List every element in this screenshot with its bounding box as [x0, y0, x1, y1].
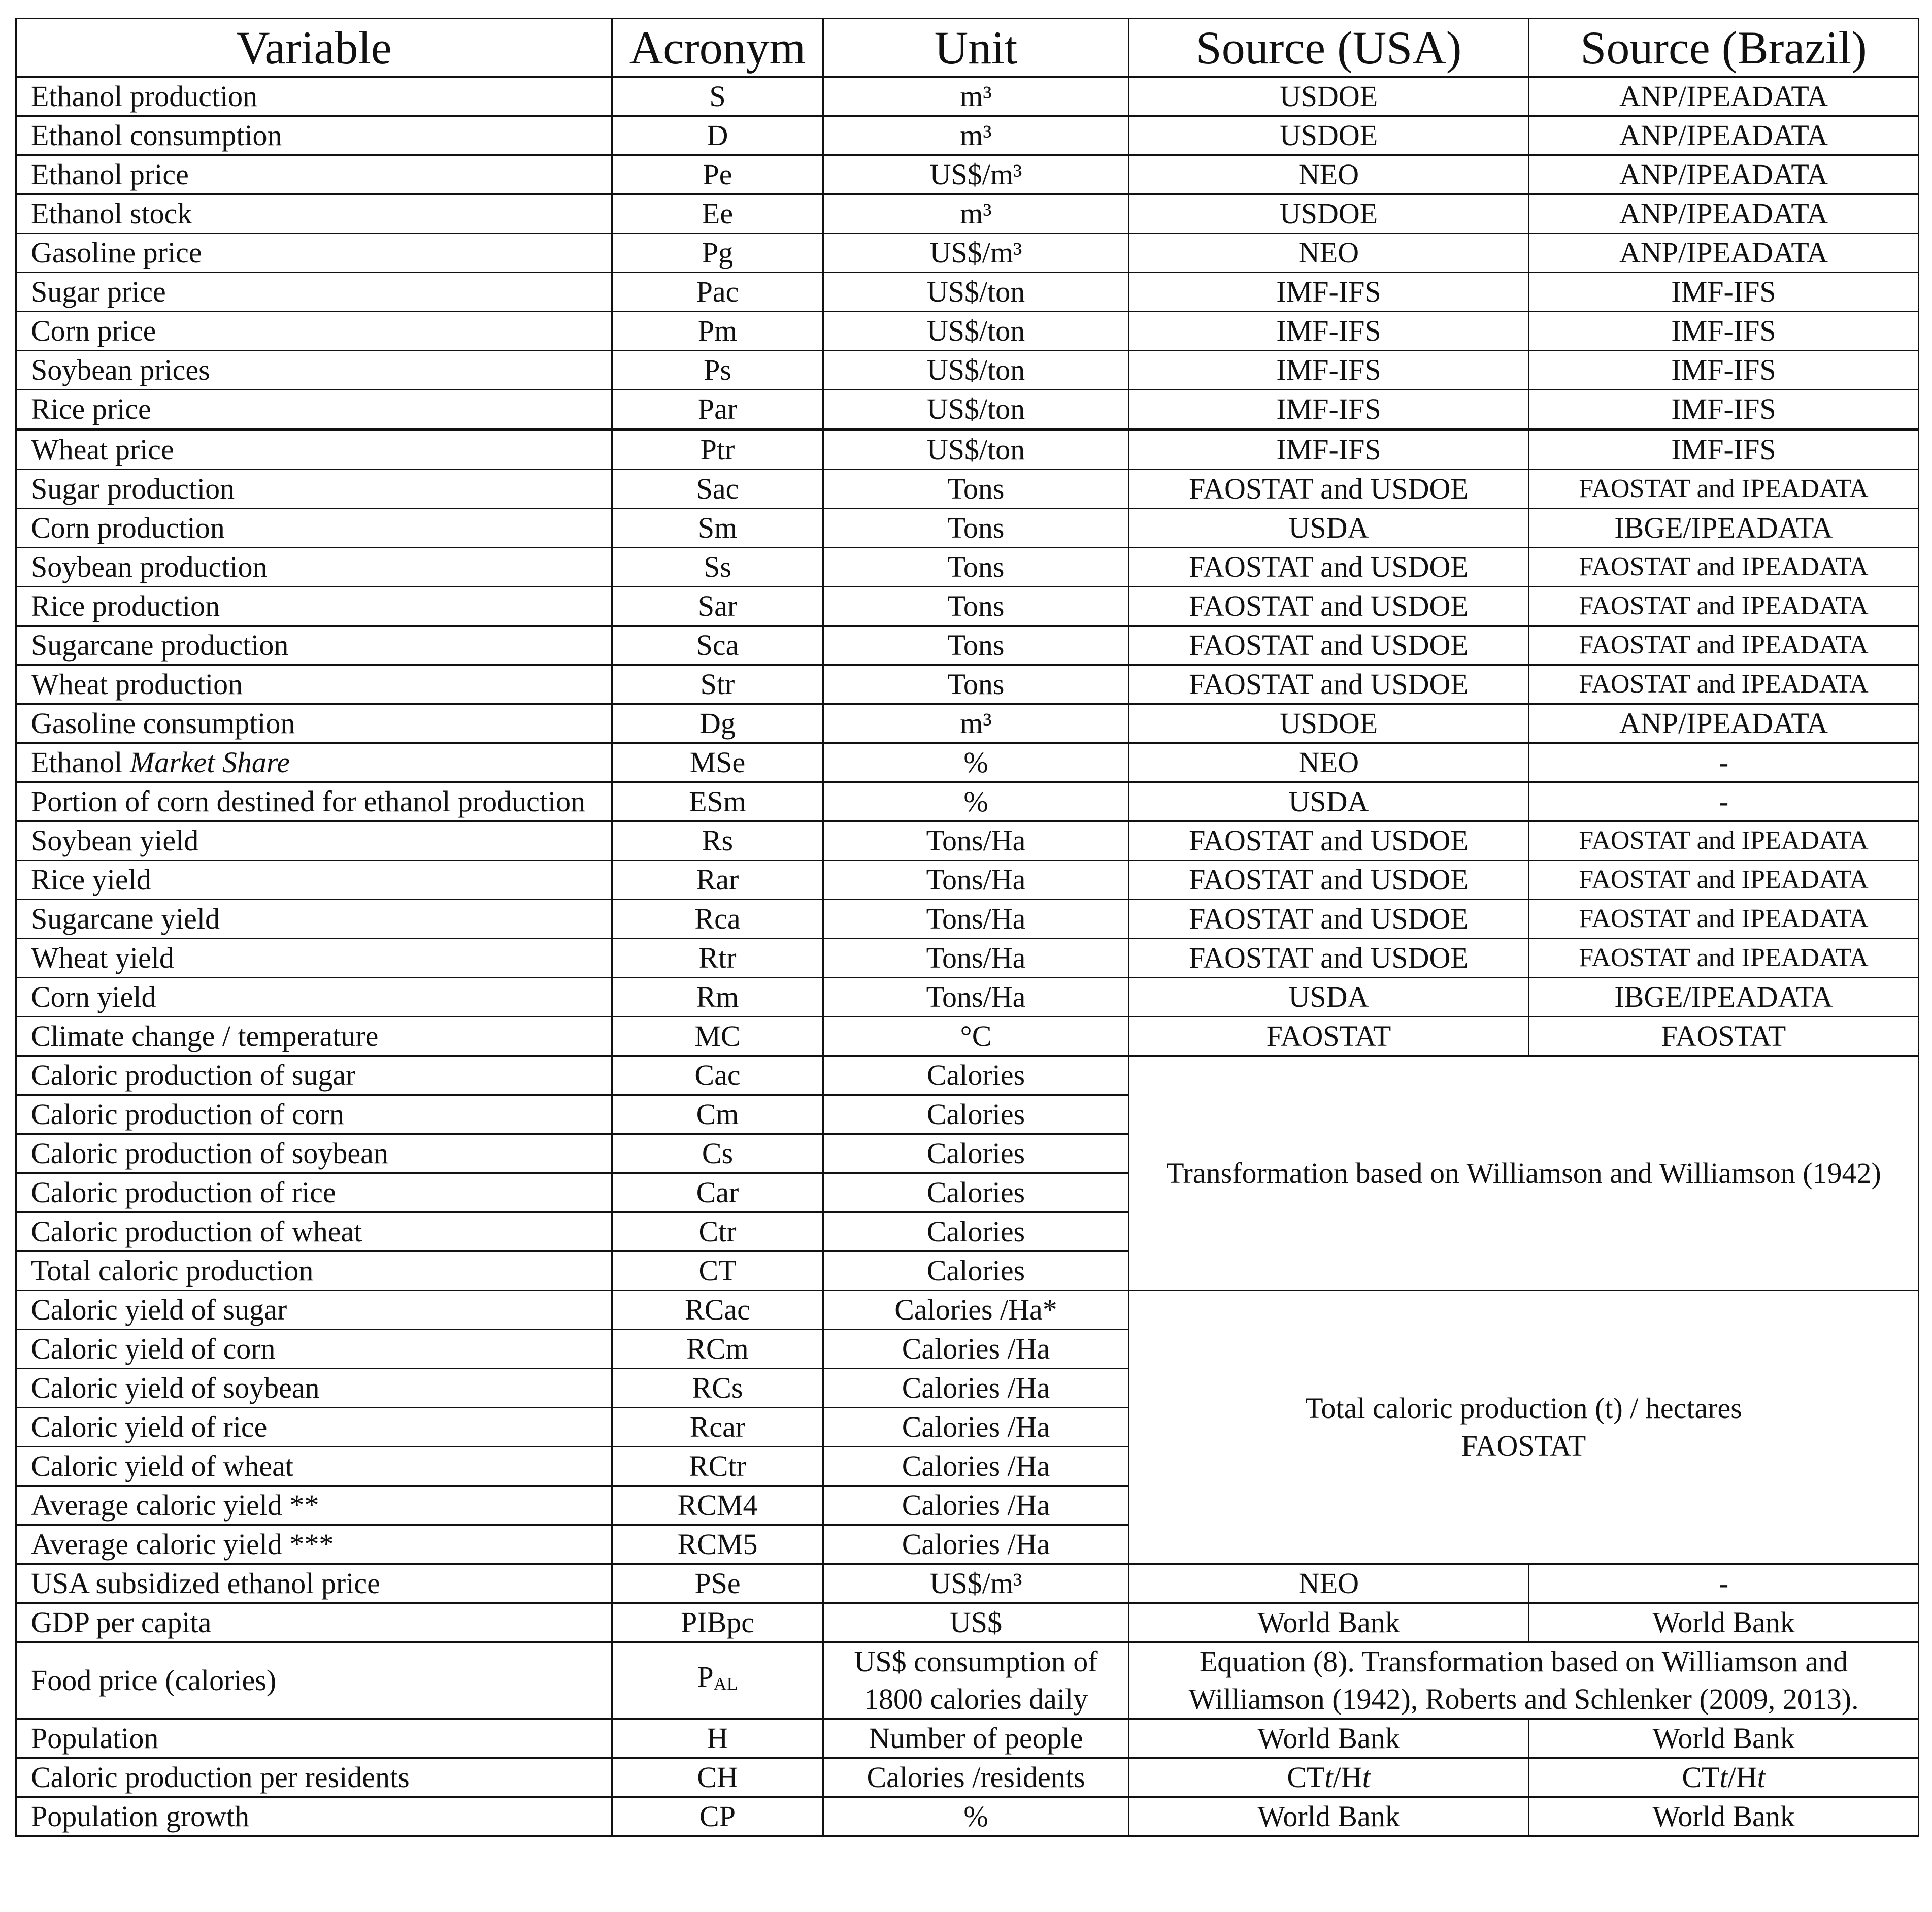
- variable-cell: Rice production: [16, 587, 612, 626]
- source-usa-cell: IMF-IFS: [1129, 390, 1529, 430]
- acronym-cell: Sm: [612, 509, 823, 548]
- variables-table: [15, 18, 1919, 1837]
- table-row: [16, 1056, 1919, 1095]
- unit-cell: US$/m³: [823, 155, 1129, 194]
- unit-cell: Tons: [823, 470, 1129, 509]
- variable-cell: Caloric yield of corn: [16, 1330, 612, 1369]
- unit-cell: %: [823, 743, 1129, 782]
- unit-cell: Tons: [823, 509, 1129, 548]
- header-source-usa: Source (USA): [1129, 19, 1529, 77]
- acronym-cell: Ee: [612, 194, 823, 234]
- source-usa-cell: IMF-IFS: [1129, 273, 1529, 312]
- table-row: [16, 116, 1919, 155]
- source-usa-cell: USDOE: [1129, 704, 1529, 743]
- acronym-subscript: AL: [713, 1673, 738, 1694]
- variable-cell: Total caloric production: [16, 1251, 612, 1291]
- unit-cell: US$/ton: [823, 351, 1129, 390]
- unit-cell: Calories /Ha: [823, 1330, 1129, 1369]
- formula-part: /H: [1333, 1761, 1362, 1794]
- variable-cell: Caloric yield of wheat: [16, 1447, 612, 1486]
- acronym-cell: Par: [612, 390, 823, 430]
- unit-cell: Calories /Ha: [823, 1408, 1129, 1447]
- source-brazil-cell: FAOSTAT and IPEADATA: [1529, 548, 1919, 587]
- acronym-cell: Sac: [612, 470, 823, 509]
- header-source-brazil: Source (Brazil): [1529, 19, 1919, 77]
- source-usa-cell: [1129, 1758, 1529, 1797]
- variable-cell: Wheat yield: [16, 939, 612, 978]
- table-row: [16, 665, 1919, 704]
- unit-cell: US$/ton: [823, 430, 1129, 470]
- acronym-cell: ESm: [612, 782, 823, 821]
- source-brazil-cell: ANP/IPEADATA: [1529, 234, 1919, 273]
- table-row: [16, 861, 1919, 900]
- acronym-cell: Cac: [612, 1056, 823, 1095]
- variable-cell: Ethanol production: [16, 77, 612, 116]
- unit-cell: US$/ton: [823, 312, 1129, 351]
- unit-cell: Calories /Ha: [823, 1525, 1129, 1564]
- acronym-cell: H: [612, 1719, 823, 1758]
- table-row: [16, 1758, 1919, 1797]
- source-brazil-cell: -: [1529, 743, 1919, 782]
- variable-cell: Corn production: [16, 509, 612, 548]
- variable-prefix: Ethanol: [31, 746, 130, 779]
- acronym-cell: Rtr: [612, 939, 823, 978]
- source-brazil-cell: FAOSTAT and IPEADATA: [1529, 470, 1919, 509]
- table-row: [16, 978, 1919, 1017]
- table-row: [16, 1017, 1919, 1056]
- variable-cell: Ethanol price: [16, 155, 612, 194]
- unit-cell: Calories: [823, 1095, 1129, 1134]
- source-brazil-cell: FAOSTAT and IPEADATA: [1529, 861, 1919, 900]
- table-row: [16, 234, 1919, 273]
- unit-cell: Tons: [823, 665, 1129, 704]
- acronym-cell: PIBpc: [612, 1603, 823, 1642]
- source-brazil-cell: FAOSTAT and IPEADATA: [1529, 939, 1919, 978]
- food-price-source-cell: Equation (8). Transformation based on Williamson and Williamson (1942), Roberts and Schlenker (2009, 2013).: [1129, 1642, 1919, 1719]
- variable-cell: Caloric yield of soybean: [16, 1369, 612, 1408]
- source-usa-cell: USDOE: [1129, 116, 1529, 155]
- unit-cell: Calories /Ha: [823, 1369, 1129, 1408]
- acronym-cell: Rs: [612, 821, 823, 861]
- formula-part: /H: [1727, 1761, 1757, 1794]
- variable-cell: Caloric production per residents: [16, 1758, 612, 1797]
- unit-cell: Calories: [823, 1056, 1129, 1095]
- unit-cell: US$/ton: [823, 273, 1129, 312]
- acronym-cell: Str: [612, 665, 823, 704]
- header-variable: Variable: [16, 19, 612, 77]
- variable-cell: Caloric production of corn: [16, 1095, 612, 1134]
- caloric-yield-source-line1: Total caloric production (t) / hectares: [1305, 1392, 1742, 1425]
- acronym-cell: Rcar: [612, 1408, 823, 1447]
- caloric-yield-source-line2: FAOSTAT: [1461, 1429, 1586, 1462]
- variable-cell: Sugarcane production: [16, 626, 612, 665]
- source-usa-cell: FAOSTAT and USDOE: [1129, 665, 1529, 704]
- header-unit: Unit: [823, 19, 1129, 77]
- source-brazil-cell: FAOSTAT and IPEADATA: [1529, 587, 1919, 626]
- source-usa-cell: IMF-IFS: [1129, 430, 1529, 470]
- unit-cell: Tons/Ha: [823, 978, 1129, 1017]
- variable-cell: Climate change / temperature: [16, 1017, 612, 1056]
- source-brazil-cell: ANP/IPEADATA: [1529, 155, 1919, 194]
- table-row: [16, 77, 1919, 116]
- unit-cell: Tons/Ha: [823, 939, 1129, 978]
- acronym-cell: Ptr: [612, 430, 823, 470]
- unit-cell: %: [823, 1797, 1129, 1836]
- table-row: [16, 194, 1919, 234]
- formula-part-italic: t: [1757, 1761, 1766, 1794]
- acronym-cell: Cs: [612, 1134, 823, 1173]
- source-brazil-cell: IBGE/IPEADATA: [1529, 509, 1919, 548]
- source-brazil-cell: FAOSTAT and IPEADATA: [1529, 821, 1919, 861]
- source-usa-cell: FAOSTAT: [1129, 1017, 1529, 1056]
- variable-cell: Rice price: [16, 390, 612, 430]
- unit-cell: Tons: [823, 587, 1129, 626]
- variable-cell: Caloric yield of rice: [16, 1408, 612, 1447]
- source-brazil-cell: FAOSTAT and IPEADATA: [1529, 665, 1919, 704]
- unit-cell: Number of people: [823, 1719, 1129, 1758]
- source-usa-cell: NEO: [1129, 234, 1529, 273]
- unit-cell: °C: [823, 1017, 1129, 1056]
- acronym-cell: Pac: [612, 273, 823, 312]
- source-usa-cell: FAOSTAT and USDOE: [1129, 470, 1529, 509]
- source-brazil-cell: IMF-IFS: [1529, 273, 1919, 312]
- caloric-production-source-cell: Transformation based on Williamson and Williamson (1942): [1129, 1056, 1919, 1291]
- source-brazil-cell: FAOSTAT: [1529, 1017, 1919, 1056]
- unit-cell: Calories /Ha*: [823, 1291, 1129, 1330]
- acronym-cell: [612, 1642, 823, 1719]
- source-usa-cell: FAOSTAT and USDOE: [1129, 587, 1529, 626]
- acronym-cell: MC: [612, 1017, 823, 1056]
- unit-cell: m³: [823, 77, 1129, 116]
- source-brazil-cell: World Bank: [1529, 1797, 1919, 1836]
- table-row: [16, 390, 1919, 430]
- variable-emphasis: Market Share: [129, 746, 290, 779]
- unit-cell: m³: [823, 704, 1129, 743]
- variable-cell: Average caloric yield **: [16, 1486, 612, 1525]
- acronym-cell: RCac: [612, 1291, 823, 1330]
- caloric-yield-source-cell: [1129, 1291, 1919, 1564]
- unit-cell: %: [823, 782, 1129, 821]
- formula-part-italic: t: [1719, 1761, 1728, 1794]
- acronym-cell: CP: [612, 1797, 823, 1836]
- table-row: [16, 704, 1919, 743]
- source-usa-cell: FAOSTAT and USDOE: [1129, 939, 1529, 978]
- formula-part-italic: t: [1362, 1761, 1371, 1794]
- source-usa-cell: FAOSTAT and USDOE: [1129, 821, 1529, 861]
- source-usa-cell: FAOSTAT and USDOE: [1129, 626, 1529, 665]
- variable-cell: Population: [16, 1719, 612, 1758]
- source-brazil-cell: -: [1529, 782, 1919, 821]
- variable-cell: Sugarcane yield: [16, 900, 612, 939]
- table-row: [16, 548, 1919, 587]
- source-brazil-cell: IBGE/IPEADATA: [1529, 978, 1919, 1017]
- source-brazil-cell: -: [1529, 1564, 1919, 1603]
- variable-cell: Average caloric yield ***: [16, 1525, 612, 1564]
- unit-cell: m³: [823, 194, 1129, 234]
- source-usa-cell: FAOSTAT and USDOE: [1129, 900, 1529, 939]
- source-usa-cell: NEO: [1129, 743, 1529, 782]
- source-brazil-cell: World Bank: [1529, 1603, 1919, 1642]
- acronym-base: P: [697, 1660, 714, 1694]
- acronym-cell: D: [612, 116, 823, 155]
- acronym-cell: RCm: [612, 1330, 823, 1369]
- source-brazil-cell: FAOSTAT and IPEADATA: [1529, 900, 1919, 939]
- variable-cell: Wheat price: [16, 430, 612, 470]
- source-usa-cell: USDA: [1129, 978, 1529, 1017]
- acronym-cell: CT: [612, 1251, 823, 1291]
- acronym-cell: Ss: [612, 548, 823, 587]
- acronym-cell: Sar: [612, 587, 823, 626]
- source-usa-cell: FAOSTAT and USDOE: [1129, 548, 1529, 587]
- source-usa-cell: NEO: [1129, 155, 1529, 194]
- source-brazil-cell: IMF-IFS: [1529, 312, 1919, 351]
- variable-cell: Soybean yield: [16, 821, 612, 861]
- formula-part-italic: t: [1324, 1761, 1333, 1794]
- table-row: [16, 1603, 1919, 1642]
- table-row: [16, 743, 1919, 782]
- variable-cell: Soybean prices: [16, 351, 612, 390]
- source-usa-cell: NEO: [1129, 1564, 1529, 1603]
- source-brazil-cell: ANP/IPEADATA: [1529, 77, 1919, 116]
- unit-cell: Tons/Ha: [823, 821, 1129, 861]
- table-row: [16, 1719, 1919, 1758]
- acronym-cell: Pm: [612, 312, 823, 351]
- variable-cell: Food price (calories): [16, 1642, 612, 1719]
- acronym-cell: PSe: [612, 1564, 823, 1603]
- table-row: [16, 509, 1919, 548]
- variable-cell: GDP per capita: [16, 1603, 612, 1642]
- acronym-cell: MSe: [612, 743, 823, 782]
- source-brazil-cell: [1529, 1758, 1919, 1797]
- variable-cell: Wheat production: [16, 665, 612, 704]
- source-brazil-cell: IMF-IFS: [1529, 351, 1919, 390]
- table-row: [16, 821, 1919, 861]
- formula-part: CT: [1287, 1761, 1325, 1794]
- variable-cell: [16, 743, 612, 782]
- source-usa-cell: World Bank: [1129, 1797, 1529, 1836]
- unit-cell: Calories /Ha: [823, 1447, 1129, 1486]
- variable-cell: Gasoline price: [16, 234, 612, 273]
- acronym-cell: Rar: [612, 861, 823, 900]
- table-row: [16, 1642, 1919, 1719]
- variable-cell: Sugar production: [16, 470, 612, 509]
- header-row: [16, 19, 1919, 77]
- table-row: [16, 939, 1919, 978]
- source-usa-cell: USDA: [1129, 509, 1529, 548]
- variable-cell: Caloric yield of sugar: [16, 1291, 612, 1330]
- table-row: [16, 587, 1919, 626]
- acronym-cell: Ps: [612, 351, 823, 390]
- source-usa-cell: World Bank: [1129, 1719, 1529, 1758]
- variable-cell: Portion of corn destined for ethanol production: [16, 782, 612, 821]
- source-usa-cell: USDA: [1129, 782, 1529, 821]
- table-row: [16, 273, 1919, 312]
- variable-cell: Caloric production of wheat: [16, 1212, 612, 1251]
- acronym-cell: Dg: [612, 704, 823, 743]
- formula-part: CT: [1682, 1761, 1720, 1794]
- unit-cell: US$/ton: [823, 390, 1129, 430]
- unit-cell: US$: [823, 1603, 1129, 1642]
- unit-cell: Calories /Ha: [823, 1486, 1129, 1525]
- variable-cell: Soybean production: [16, 548, 612, 587]
- header-acronym: Acronym: [612, 19, 823, 77]
- variable-cell: Ethanol consumption: [16, 116, 612, 155]
- variable-cell: Ethanol stock: [16, 194, 612, 234]
- unit-cell: Calories: [823, 1173, 1129, 1212]
- unit-cell: US$ consumption of 1800 calories daily: [823, 1642, 1129, 1719]
- acronym-cell: Sca: [612, 626, 823, 665]
- unit-cell: Tons: [823, 626, 1129, 665]
- source-brazil-cell: FAOSTAT and IPEADATA: [1529, 626, 1919, 665]
- source-usa-cell: World Bank: [1129, 1603, 1529, 1642]
- acronym-cell: RCtr: [612, 1447, 823, 1486]
- table-row: [16, 470, 1919, 509]
- variable-cell: Population growth: [16, 1797, 612, 1836]
- variable-cell: USA subsidized ethanol price: [16, 1564, 612, 1603]
- source-usa-cell: FAOSTAT and USDOE: [1129, 861, 1529, 900]
- unit-cell: Calories /residents: [823, 1758, 1129, 1797]
- unit-cell: US$/m³: [823, 234, 1129, 273]
- variable-cell: Rice yield: [16, 861, 612, 900]
- table-row: [16, 1291, 1919, 1330]
- variable-cell: Caloric production of rice: [16, 1173, 612, 1212]
- table-row: [16, 155, 1919, 194]
- acronym-cell: Pe: [612, 155, 823, 194]
- acronym-cell: Ctr: [612, 1212, 823, 1251]
- source-brazil-cell: ANP/IPEADATA: [1529, 116, 1919, 155]
- table-row: [16, 1797, 1919, 1836]
- unit-cell: US$/m³: [823, 1564, 1129, 1603]
- unit-cell: Tons: [823, 548, 1129, 587]
- unit-cell: Tons/Ha: [823, 900, 1129, 939]
- variable-cell: Corn price: [16, 312, 612, 351]
- source-usa-cell: USDOE: [1129, 194, 1529, 234]
- acronym-cell: S: [612, 77, 823, 116]
- table-row: [16, 430, 1919, 470]
- variable-cell: Caloric production of soybean: [16, 1134, 612, 1173]
- unit-cell: Calories: [823, 1251, 1129, 1291]
- variable-cell: Gasoline consumption: [16, 704, 612, 743]
- source-brazil-cell: IMF-IFS: [1529, 390, 1919, 430]
- acronym-cell: Cm: [612, 1095, 823, 1134]
- source-usa-cell: IMF-IFS: [1129, 312, 1529, 351]
- source-brazil-cell: ANP/IPEADATA: [1529, 704, 1919, 743]
- acronym-cell: CH: [612, 1758, 823, 1797]
- table-row: [16, 782, 1919, 821]
- acronym-cell: RCM4: [612, 1486, 823, 1525]
- variable-cell: Corn yield: [16, 978, 612, 1017]
- acronym-cell: Car: [612, 1173, 823, 1212]
- variable-cell: Sugar price: [16, 273, 612, 312]
- table-row: [16, 900, 1919, 939]
- table-row: [16, 626, 1919, 665]
- acronym-cell: Rm: [612, 978, 823, 1017]
- acronym-cell: Rca: [612, 900, 823, 939]
- unit-cell: Tons/Ha: [823, 861, 1129, 900]
- table-row: [16, 312, 1919, 351]
- source-brazil-cell: IMF-IFS: [1529, 430, 1919, 470]
- source-usa-cell: IMF-IFS: [1129, 351, 1529, 390]
- source-brazil-cell: World Bank: [1529, 1719, 1919, 1758]
- unit-cell: Calories: [823, 1212, 1129, 1251]
- unit-cell: Calories: [823, 1134, 1129, 1173]
- table-row: [16, 351, 1919, 390]
- source-usa-cell: USDOE: [1129, 77, 1529, 116]
- table-row: [16, 1564, 1919, 1603]
- acronym-cell: RCM5: [612, 1525, 823, 1564]
- unit-cell: m³: [823, 116, 1129, 155]
- acronym-cell: Pg: [612, 234, 823, 273]
- source-brazil-cell: ANP/IPEADATA: [1529, 194, 1919, 234]
- variable-cell: Caloric production of sugar: [16, 1056, 612, 1095]
- acronym-cell: RCs: [612, 1369, 823, 1408]
